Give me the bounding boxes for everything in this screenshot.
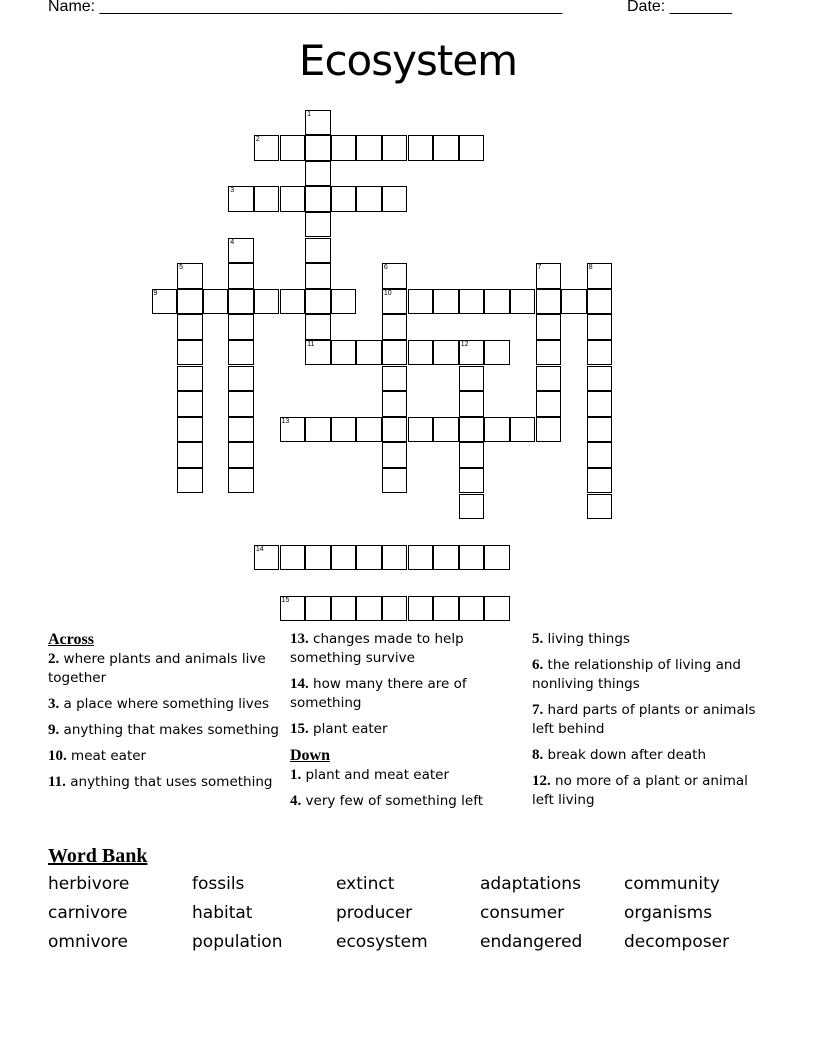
crossword-cell[interactable] [305, 212, 331, 238]
word-bank-item: community [624, 874, 720, 894]
crossword-cell[interactable] [587, 417, 613, 443]
crossword-cell[interactable] [356, 596, 382, 622]
crossword-cell[interactable] [305, 161, 331, 187]
word-bank-item: consumer [480, 903, 565, 923]
crossword-cell[interactable] [228, 417, 254, 443]
clue-number: 8. [532, 747, 544, 763]
crossword-cell[interactable] [228, 442, 254, 468]
crossword-cell[interactable] [177, 366, 203, 392]
word-bank-title: Word Bank [48, 845, 148, 867]
crossword-cell[interactable] [382, 366, 408, 392]
crossword-cell[interactable] [459, 545, 485, 571]
clue-number: 12. [532, 773, 551, 789]
clue-text: hard parts of plants or animals left behind [532, 702, 756, 737]
clue-down-7 [532, 701, 767, 739]
crossword-cell[interactable] [484, 340, 510, 366]
crossword-cell[interactable] [510, 289, 536, 315]
crossword-cell[interactable] [459, 442, 485, 468]
name-field-label: Name: ____________________________________________________ [48, 0, 563, 15]
crossword-cell[interactable] [510, 417, 536, 443]
clue-down-5 [532, 630, 767, 649]
clue-number: 5. [532, 631, 544, 647]
crossword-cell[interactable] [484, 596, 510, 622]
crossword-cell[interactable] [382, 186, 408, 212]
crossword-cell[interactable] [228, 263, 254, 289]
cell-number: 6 [383, 264, 388, 272]
crossword-cell[interactable] [382, 468, 408, 494]
crossword-cell[interactable] [587, 366, 613, 392]
crossword-cell[interactable] [587, 340, 613, 366]
crossword-cell[interactable] [228, 391, 254, 417]
clue-number: 2. [48, 651, 60, 667]
crossword-cell[interactable] [356, 545, 382, 571]
crossword-cell[interactable] [331, 340, 357, 366]
clue-across-2 [48, 650, 283, 688]
crossword-cell[interactable] [254, 186, 280, 212]
crossword-cell[interactable] [459, 366, 485, 392]
clue-text: changes made to help something survive [290, 631, 464, 666]
crossword-cell[interactable] [331, 596, 357, 622]
crossword-cell[interactable] [382, 545, 408, 571]
crossword-cell[interactable] [305, 135, 331, 161]
crossword-cell[interactable] [177, 263, 203, 289]
crossword-cell[interactable] [203, 289, 229, 315]
clue-number: 1. [290, 767, 302, 783]
crossword-cell[interactable] [177, 391, 203, 417]
crossword-cell[interactable] [331, 186, 357, 212]
word-bank-item: ecosystem [336, 932, 428, 952]
clue-number: 10. [48, 748, 67, 764]
crossword-cell[interactable] [587, 494, 613, 520]
clue-down-4 [290, 792, 525, 811]
crossword-cell[interactable] [587, 468, 613, 494]
crossword-cell[interactable] [587, 289, 613, 315]
crossword-cell[interactable] [459, 135, 485, 161]
crossword-cell[interactable] [382, 417, 408, 443]
crossword-cell[interactable] [177, 468, 203, 494]
crossword-cell[interactable] [305, 238, 331, 264]
crossword-cell[interactable] [228, 289, 254, 315]
clue-across-9 [48, 721, 283, 740]
crossword-cell[interactable] [228, 314, 254, 340]
crossword-cell[interactable] [408, 340, 434, 366]
crossword-cell[interactable] [459, 494, 485, 520]
crossword-cell[interactable] [433, 340, 459, 366]
crossword-cell[interactable] [587, 391, 613, 417]
crossword-cell[interactable] [305, 545, 331, 571]
crossword-cell[interactable] [280, 289, 306, 315]
clue-text: plant eater [313, 721, 388, 737]
crossword-cell[interactable] [228, 186, 254, 212]
date-field-label: Date: _______ [627, 0, 732, 15]
crossword-cell[interactable] [280, 545, 306, 571]
crossword-cell[interactable] [536, 263, 562, 289]
crossword-cell[interactable] [484, 289, 510, 315]
crossword-cell[interactable] [536, 366, 562, 392]
crossword-cell[interactable] [331, 289, 357, 315]
crossword-cell[interactable] [433, 135, 459, 161]
crossword-cell[interactable] [305, 417, 331, 443]
crossword-cell[interactable] [536, 340, 562, 366]
clue-text: the relationship of living and nonliving things [532, 657, 741, 692]
crossword-cell[interactable] [152, 289, 178, 315]
crossword-cell[interactable] [561, 289, 587, 315]
cell-number: 12 [460, 340, 469, 348]
crossword-cell[interactable] [254, 289, 280, 315]
crossword-cell[interactable] [305, 186, 331, 212]
cell-number: 1 [307, 110, 311, 118]
crossword-cell[interactable] [587, 263, 613, 289]
cell-number: 4 [230, 238, 235, 246]
crossword-cell[interactable] [459, 596, 485, 622]
clue-number: 11. [48, 774, 66, 790]
word-bank-item: herbivore [48, 874, 130, 894]
crossword-cell[interactable] [305, 314, 331, 340]
crossword-cell[interactable] [254, 135, 280, 161]
crossword-cell[interactable] [280, 417, 306, 443]
word-bank-item: adaptations [480, 874, 581, 894]
clue-across-10 [48, 747, 283, 766]
clue-down-12 [532, 772, 767, 810]
crossword-cell[interactable] [305, 596, 331, 622]
clues-column-2 [290, 630, 525, 818]
crossword-cell[interactable] [408, 417, 434, 443]
clue-text: meat eater [71, 748, 147, 764]
cell-number: 5 [179, 264, 183, 272]
crossword-cell[interactable] [587, 442, 613, 468]
clue-text: how many there are of something [290, 676, 467, 711]
crossword-cell[interactable] [305, 340, 331, 366]
word-bank-item: habitat [192, 903, 253, 923]
word-bank-item: extinct [336, 874, 395, 894]
crossword-cell[interactable] [331, 417, 357, 443]
crossword-cell[interactable] [408, 596, 434, 622]
clue-text: plant and meat eater [305, 767, 450, 783]
clue-text: where plants and animals live together [48, 651, 266, 686]
cell-number: 9 [153, 289, 158, 297]
crossword-cell[interactable] [459, 468, 485, 494]
crossword-cell[interactable] [484, 545, 510, 571]
crossword-cell[interactable] [228, 468, 254, 494]
clue-number: 13. [290, 631, 309, 647]
crossword-cell[interactable] [382, 596, 408, 622]
crossword-cell[interactable] [408, 135, 434, 161]
crossword-cell[interactable] [305, 289, 331, 315]
cell-number: 2 [255, 136, 260, 144]
crossword-cell[interactable] [305, 110, 331, 136]
crossword-cell[interactable] [356, 417, 382, 443]
word-bank-item: carnivore [48, 903, 128, 923]
crossword-cell[interactable] [305, 263, 331, 289]
cell-number: 15 [281, 596, 290, 604]
word-bank-item: endangered [480, 932, 583, 952]
clues-column-1 [48, 630, 283, 799]
clue-across-3 [48, 695, 283, 714]
crossword-cell[interactable] [254, 545, 280, 571]
down-heading: Down [290, 747, 331, 764]
clue-number: 4. [290, 793, 302, 809]
crossword-cell[interactable] [536, 289, 562, 315]
crossword-cell[interactable] [382, 340, 408, 366]
cell-number: 14 [255, 545, 264, 553]
word-bank-item: omnivore [48, 932, 128, 952]
clue-across-13 [290, 630, 525, 668]
crossword-cell[interactable] [177, 417, 203, 443]
word-bank-item: organisms [624, 903, 713, 923]
crossword-cell[interactable] [228, 340, 254, 366]
cell-number: 13 [281, 417, 290, 425]
crossword-cell[interactable] [433, 417, 459, 443]
cell-number: 10 [383, 289, 392, 297]
clue-text: no more of a plant or animal left living [532, 773, 748, 808]
crossword-cell[interactable] [228, 238, 254, 264]
crossword-cell[interactable] [459, 289, 485, 315]
crossword-cell[interactable] [177, 340, 203, 366]
clue-number: 14. [290, 676, 309, 692]
crossword-cell[interactable] [433, 545, 459, 571]
crossword-cell[interactable] [356, 340, 382, 366]
cell-number: 8 [588, 264, 593, 272]
clue-number: 7. [532, 702, 544, 718]
cell-number: 3 [230, 187, 235, 195]
crossword-cell[interactable] [433, 596, 459, 622]
crossword-cell[interactable] [433, 289, 459, 315]
word-bank-item: decomposer [624, 932, 730, 952]
crossword-cell[interactable] [331, 545, 357, 571]
word-bank-item: population [192, 932, 283, 952]
crossword-cell[interactable] [382, 391, 408, 417]
crossword-cell[interactable] [536, 314, 562, 340]
crossword-cell[interactable] [356, 135, 382, 161]
clue-number: 9. [48, 722, 60, 738]
across-heading: Across [48, 631, 94, 648]
crossword-cell[interactable] [408, 545, 434, 571]
clue-text: anything that makes something [63, 722, 279, 738]
crossword-cell[interactable] [459, 417, 485, 443]
clues-column-3 [532, 630, 767, 817]
clue-across-14 [290, 675, 525, 713]
crossword-cell[interactable] [177, 314, 203, 340]
clue-number: 3. [48, 696, 60, 712]
crossword-cell[interactable] [536, 417, 562, 443]
crossword-cell[interactable] [587, 314, 613, 340]
crossword-cell[interactable] [408, 289, 434, 315]
clue-number: 15. [290, 721, 309, 737]
crossword-cell[interactable] [536, 391, 562, 417]
crossword-cell[interactable] [484, 417, 510, 443]
crossword-cell[interactable] [382, 314, 408, 340]
word-bank [48, 874, 768, 961]
clue-number: 6. [532, 657, 544, 673]
clue-down-6 [532, 656, 767, 694]
crossword-cell[interactable] [459, 340, 485, 366]
crossword-cell[interactable] [177, 442, 203, 468]
crossword-cell[interactable] [382, 263, 408, 289]
clue-text: anything that uses something [70, 774, 273, 790]
clue-text: living things [547, 631, 630, 647]
crossword-cell[interactable] [280, 186, 306, 212]
crossword-cell[interactable] [331, 135, 357, 161]
crossword-cell[interactable] [280, 135, 306, 161]
crossword-cell[interactable] [382, 442, 408, 468]
clue-down-8 [532, 746, 767, 765]
crossword-cell[interactable] [280, 596, 306, 622]
word-bank-item: fossils [192, 874, 245, 894]
clue-across-11 [48, 773, 283, 792]
crossword-cell[interactable] [459, 391, 485, 417]
clue-across-15 [290, 720, 525, 739]
crossword-cell[interactable] [382, 135, 408, 161]
crossword-cell[interactable] [228, 366, 254, 392]
cell-number: 11 [307, 340, 315, 348]
clue-text: break down after death [547, 747, 707, 763]
page-title: Ecosystem [298, 36, 518, 85]
clue-text: a place where something lives [63, 696, 270, 712]
cell-number: 7 [537, 264, 542, 272]
crossword-cell[interactable] [356, 186, 382, 212]
clue-text: very few of something left [305, 793, 483, 809]
crossword-cell[interactable] [177, 289, 203, 315]
crossword-cell[interactable] [382, 289, 408, 315]
clue-down-1 [290, 766, 525, 785]
word-bank-item: producer [336, 903, 413, 923]
